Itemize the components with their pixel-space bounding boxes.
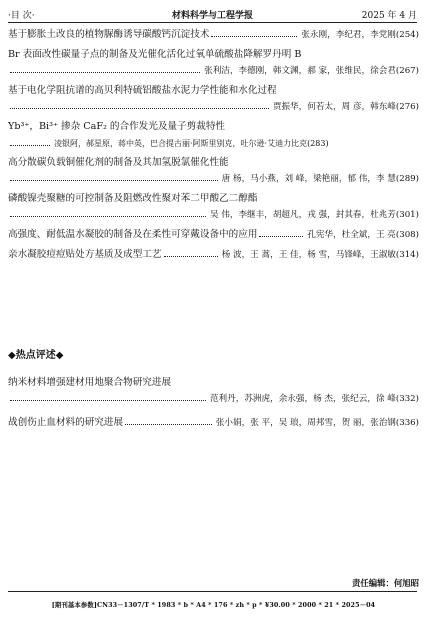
- leader-dots: [10, 145, 50, 146]
- toc-entry[interactable]: [8, 119, 419, 151]
- leader-dots: [259, 236, 303, 237]
- toc-entry-authors: 范利丹，苏洲虎，余永强，杨 杰，张纪云，徐 峰(332): [209, 394, 419, 404]
- toc-entry-authors: 张小娟，张 平，吴 琅，周邦雪，贺 丽，张治钢(336): [215, 418, 419, 428]
- toc-entry-title: 高强度、耐低温水凝胶的制备及在柔性可穿戴设备中的应用: [8, 229, 258, 240]
- toc-entry-title: 高分散碳负载铜催化剂的制备及其加氢脱氯催化性能: [8, 157, 229, 168]
- toc-entry[interactable]: [8, 155, 419, 187]
- toc-entry-title: 磷酸镍壳聚糖的可控制备及阻燃改性聚对苯二甲酸乙二醇酯: [8, 193, 258, 204]
- toc-entry-author-line: [8, 172, 419, 187]
- toc-entry[interactable]: [8, 415, 419, 431]
- hot-review-heading: ◆热点评述◆: [8, 350, 64, 361]
- toc-entry[interactable]: [8, 227, 419, 243]
- toc-entry-authors: 贾振华，何若太，周 彦，韩东峰(276): [272, 102, 419, 112]
- toc-entry-title-line: [8, 27, 419, 43]
- toc-entry[interactable]: [8, 27, 419, 43]
- leader-dots: [10, 400, 206, 401]
- toc-entry-title: Yb³⁺，Bi³⁺ 掺杂 CaF₂ 的合作发光及量子剪裁特性: [8, 121, 226, 132]
- journal-parameters: [期刊基本参数]CN33－1307/T * 1983 * b * A4 * 176 * zh * p * ¥30.00 * 2000 * 21 * 2025－04: [51, 601, 376, 609]
- toc-entry-author-line: [8, 136, 419, 151]
- toc-entry-title-line: [8, 415, 419, 431]
- toc-entry-title: 基于电化学阻抗谱的高贝利特硫铝酸盐水泥力学性能和水化过程: [8, 85, 277, 96]
- toc-entry-title: 亲水凝胶痘痘贴处方基质及成型工艺: [8, 249, 162, 260]
- toc-entry-title: 基于膨胀土改良的植物脲酶诱导碳酸钙沉淀技术: [8, 29, 210, 40]
- running-header: [8, 5, 417, 23]
- toc-entry-authors: 唐 杨，马小燕，刘 峰，梁艳丽，郁 伟，李 慧(289): [221, 174, 419, 184]
- responsible-editor: 责任编辑：何旭昭: [352, 578, 419, 588]
- toc-entry[interactable]: [8, 375, 419, 407]
- leader-dots: [164, 256, 218, 257]
- leader-dots: [10, 108, 269, 109]
- toc-entry-author-line: [8, 208, 419, 223]
- section-label: ·目 次·: [8, 11, 35, 21]
- toc-entry-title-line: [8, 247, 419, 263]
- hot-review-list: [8, 375, 419, 439]
- toc-entry[interactable]: [8, 191, 419, 223]
- leader-dots: [10, 180, 218, 181]
- toc-entry-authors: 张利洁，李德刚，韩文渊，郝 家，张维民，徐会君(267): [204, 66, 419, 76]
- toc-entry[interactable]: [8, 247, 419, 263]
- toc-entry-author-line: [8, 100, 419, 115]
- toc-entry-authors: 张永刚，李纪君，李党刚(254): [301, 30, 419, 40]
- journal-title: 材料科学与工程学报: [171, 11, 253, 21]
- toc-entry-authors: 杨 波，王 蒿，王 佳，杨 雪，马锋峰，王淑敏(314): [221, 250, 419, 260]
- leader-dots: [10, 72, 200, 73]
- leader-dots: [211, 36, 297, 37]
- toc-entry-author-line: [8, 64, 419, 79]
- toc-list: [8, 27, 419, 267]
- leader-dots: [125, 424, 212, 425]
- toc-entry-author-line: [8, 392, 419, 407]
- issue-date: 2025 年 4 月: [361, 11, 417, 21]
- toc-entry-title: Br 表面改性碳量子点的制备及光催化活化过氧单硫酸盐降解罗丹明 B: [8, 49, 302, 60]
- toc-entry-title-line: [8, 227, 419, 243]
- toc-entry-authors: 凌银阿，郝星原，蒋中英，巴合提古丽·阿斯里别克，吐尔逊·艾迪力比克(283): [54, 139, 329, 148]
- header-rule: [8, 22, 417, 23]
- toc-entry[interactable]: [8, 83, 419, 115]
- toc-entry-authors: 吴 伟，李继丰，胡超凡，戎 强，封其春，杜兆芳(301): [209, 210, 419, 220]
- toc-entry-title: 纳米材料增强建材用地聚合物研究进展: [8, 377, 172, 388]
- toc-entry-authors: 孔宪华，杜全斌，王 亮(308): [307, 230, 419, 240]
- footer-rule: [8, 591, 417, 592]
- leader-dots: [10, 216, 206, 217]
- toc-entry-title: 战创伤止血材料的研究进展: [8, 417, 124, 428]
- toc-entry[interactable]: [8, 47, 419, 79]
